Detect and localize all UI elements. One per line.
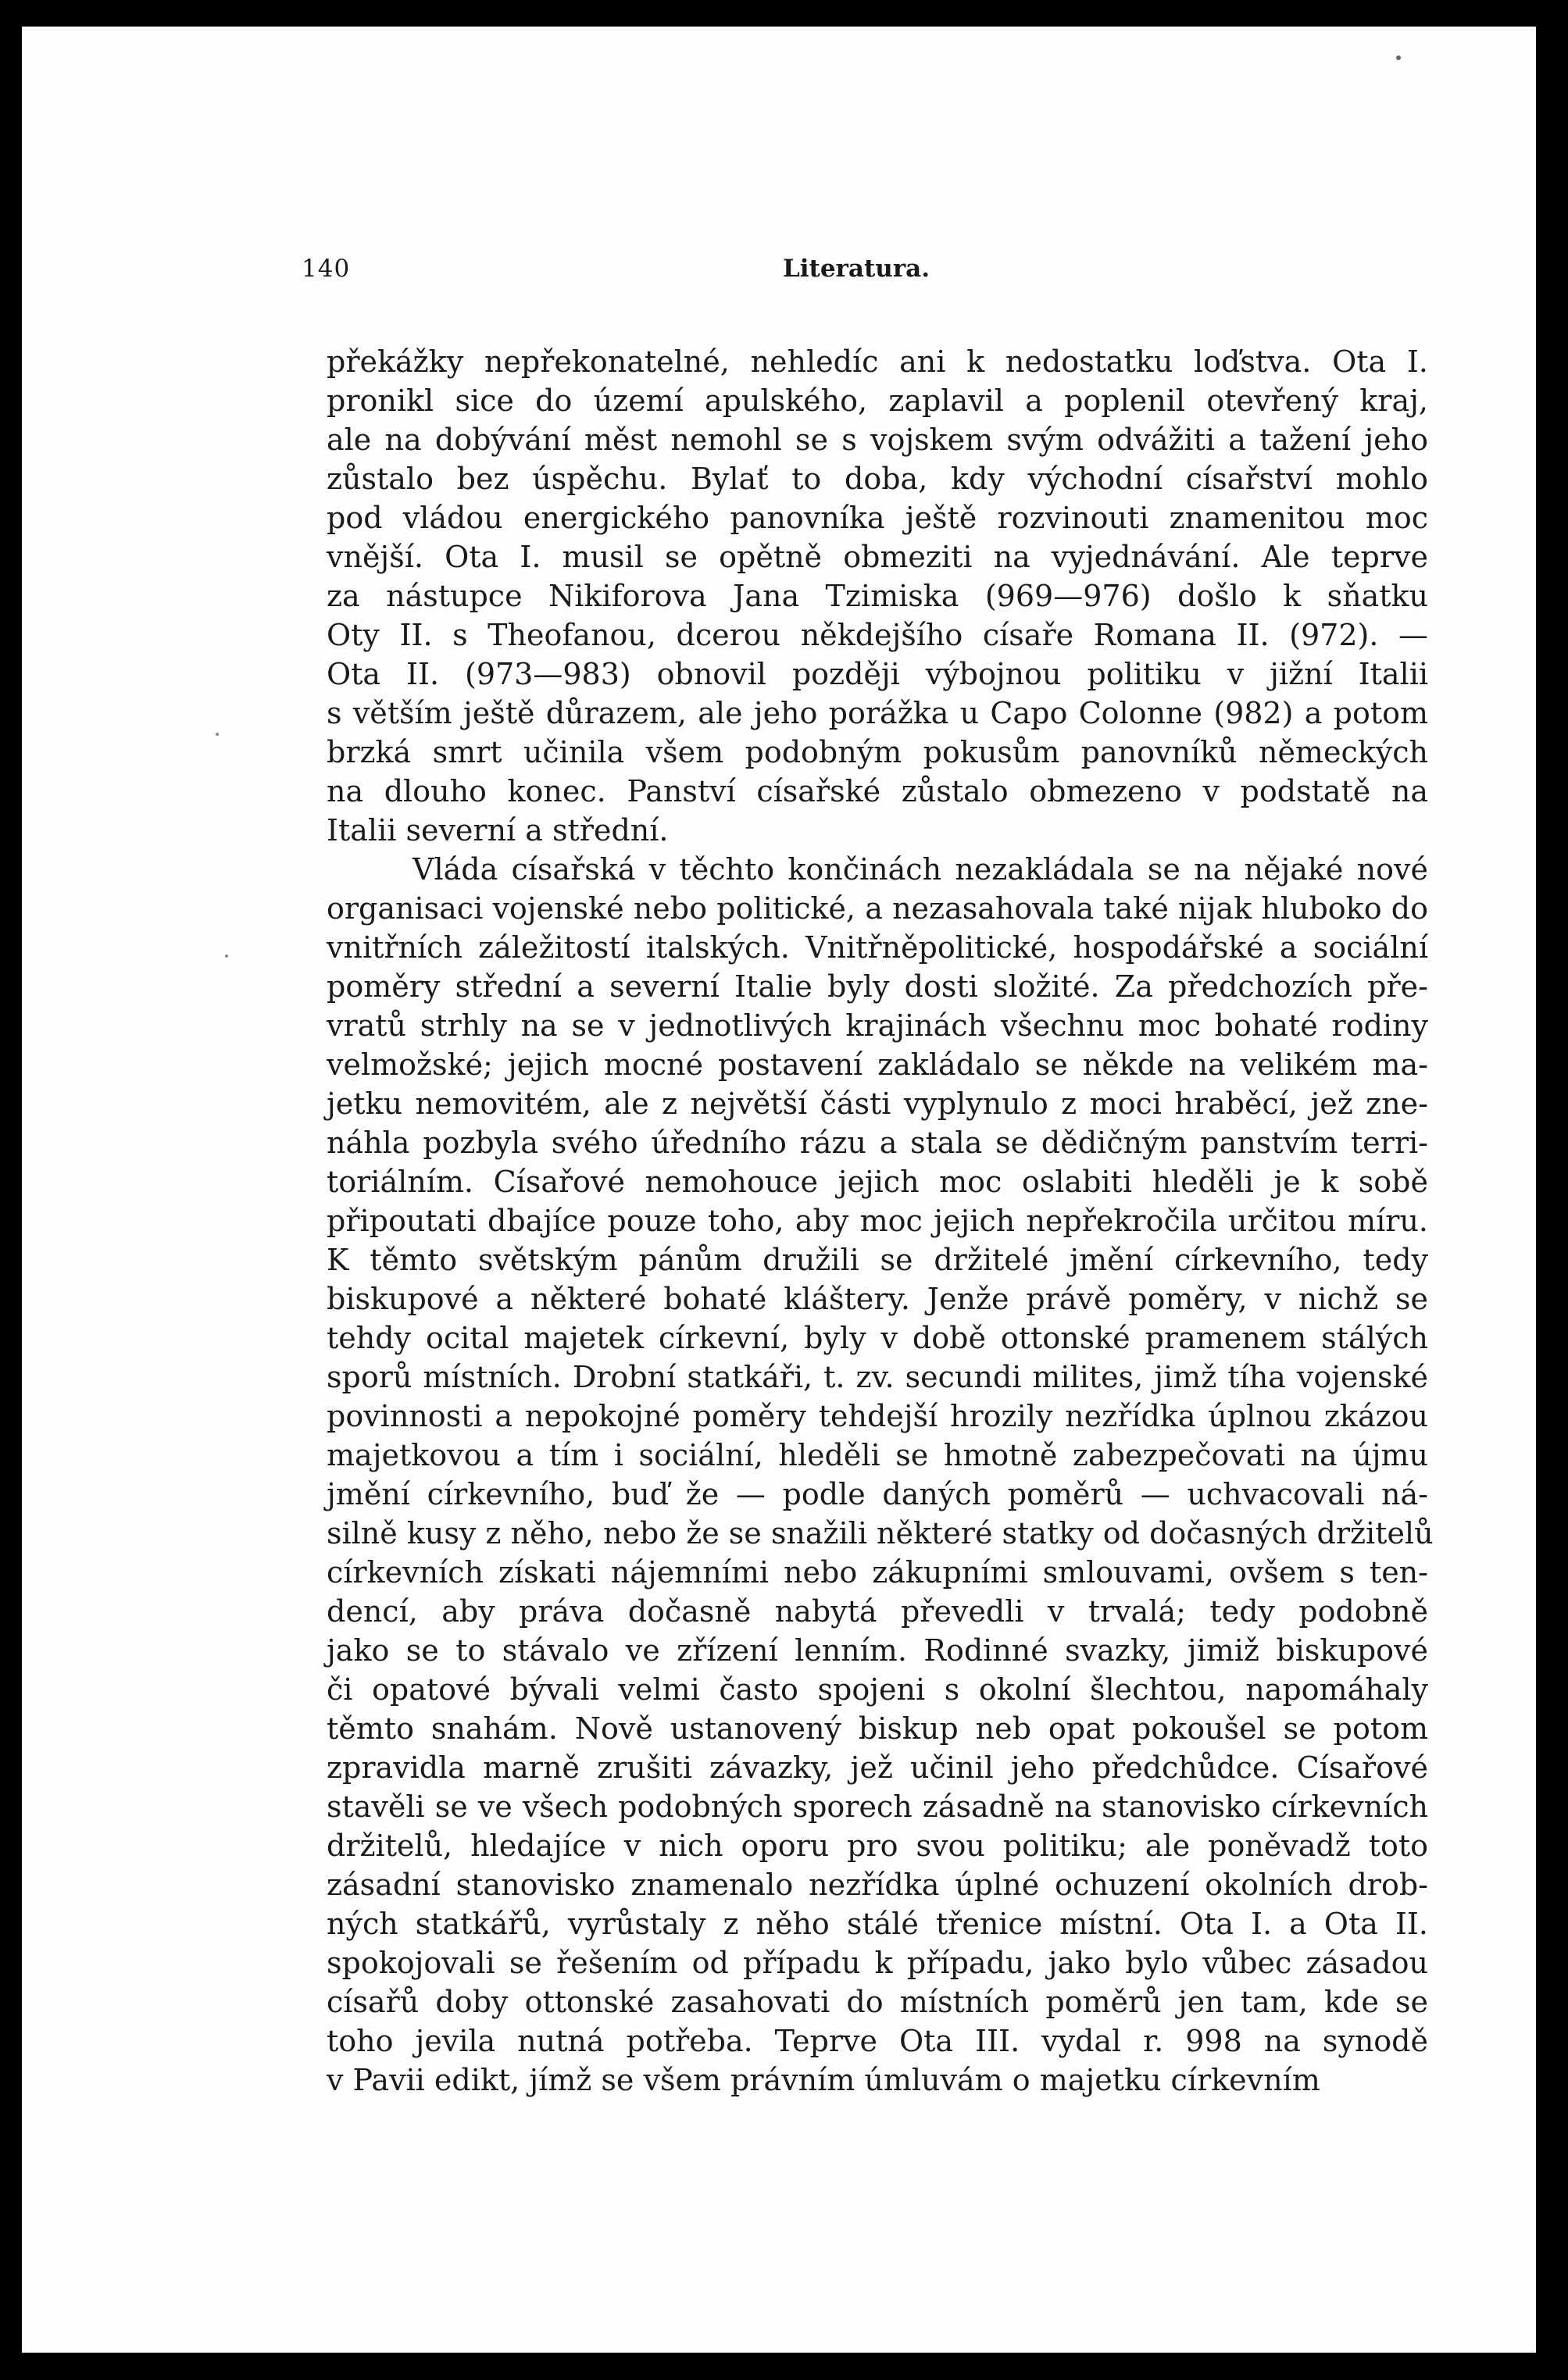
text-line: či opatové bývali velmi často spojeni s okolní šlechtou, napomáhaly <box>327 1672 1428 1707</box>
text-line: brzká smrt učinila všem podobným pokusům panovníků německých <box>327 735 1428 769</box>
paragraph <box>327 342 1428 850</box>
text-line: biskupové a některé bohaté kláštery. Jenže právě poměry, v nichž se <box>327 1282 1428 1316</box>
text-line: silně kusy z něho, nebo že se snažili některé statky od dočasných držitelů <box>327 1516 1434 1550</box>
text-line: císařů doby ottonské zasahovati do místních poměrů jen tam, kde se <box>327 1985 1428 2019</box>
text-line: stavěli se ve všech podobných sporech zásadně na stanovisko církevních <box>327 1789 1428 1824</box>
text-line: pronikl sice do území apulského, zaplavil a poplenil otevřený kraj, <box>327 384 1428 418</box>
text-line: toriálním. Císařové nemohouce jejich moc oslabiti hleděli je k sobě <box>327 1165 1428 1199</box>
text-line: poměry střední a severní Italie byly dosti složité. Za předchozích pře- <box>327 969 1428 1004</box>
page-number: 140 <box>302 255 351 283</box>
scan-speck <box>225 954 228 958</box>
text-line: velmožské; jejich mocné postavení zakládalo se někde na velikém ma- <box>327 1047 1428 1082</box>
text-line: za nástupce Nikiforova Jana Tzimiska (969—976) došlo k sňatku <box>327 579 1428 613</box>
text-line: zásadní stanovisko znamenalo nezřídka úplné ochuzení okolních drob- <box>327 1868 1428 1902</box>
text-line: jetku nemovitém, ale z největší části vyplynulo z moci hraběcí, jež zne- <box>327 1087 1428 1121</box>
text-line: Oty II. s Theofanou, dcerou někdejšího císaře Romana II. (972). — <box>327 618 1428 652</box>
text-line: těmto snahám. Nově ustanovený biskup neb opat pokoušel se potom <box>327 1711 1428 1746</box>
text-line: v Pavii edikt, jímž se všem právním úmluvám o majetku církevním <box>327 2063 1320 2097</box>
text-line: překážky nepřekonatelné, nehledíc ani k nedostatku loďstva. Ota I. <box>327 344 1428 379</box>
text-line: jmění církevního, buď že — podle daných poměrů — uchvacovali ná- <box>327 1477 1428 1511</box>
text-line: spokojovali se řešením od případu k případu, jako bylo vůbec zásadou <box>327 1946 1428 1980</box>
text-line: jako se to stávalo ve zřízení lenním. Rodinné svazky, jimiž biskupové <box>327 1633 1428 1668</box>
text-line: sporů místních. Drobní statkáři, t. zv. secundi milites, jimž tíha vojenské <box>327 1360 1428 1394</box>
text-line: dencí, aby práva dočasně nabytá převedli v trvalá; tedy podobně <box>327 1594 1428 1629</box>
text-line: vnější. Ota I. musil se opětně obmeziti na vyjednávání. Ale teprve <box>327 540 1428 574</box>
text-line: toho jevila nutná potřeba. Teprve Ota III. vydal r. 998 na synodě <box>327 2024 1428 2058</box>
text-line: ných statkářů, vyrůstaly z něho stálé třenice místní. Ota I. a Ota II. <box>327 1907 1428 1941</box>
text-line: církevních získati nájemními nebo zákupními smlouvami, ovšem s ten- <box>327 1555 1428 1590</box>
scan-speck <box>216 733 219 736</box>
text-line: vnitřních záležitostí italských. Vnitřněpolitické, hospodářské a sociální <box>327 930 1428 965</box>
text-line: pod vládou energického panovníka ještě rozvinouti znamenitou moc <box>327 501 1428 535</box>
text-line: tehdy ocital majetek církevní, byly v době ottonské pramenem stálých <box>327 1321 1428 1355</box>
text-line: s větším ještě důrazem, ale jeho porážka u Capo Colonne (982) a potom <box>327 696 1428 730</box>
text-line: připoutati dbajíce pouze toho, aby moc jejich nepřekročila určitou míru. <box>327 1204 1428 1238</box>
text-line: Italii severní a střední. <box>327 813 669 847</box>
scan-speck <box>1396 55 1401 60</box>
text-line: organisaci vojenské nebo politické, a nezasahovala také nijak hluboko do <box>327 891 1428 926</box>
paragraph <box>327 850 1434 2100</box>
text-line: majetkovou a tím i sociální, hleděli se hmotně zabezpečovati na újmu <box>327 1438 1428 1472</box>
text-line: náhla pozbyla svého úředního rázu a stala se dědičným panstvím terri- <box>327 1126 1428 1160</box>
text-line: zpravidla marně zrušiti závazky, jež učinil jeho předchůdce. Císařové <box>327 1750 1428 1785</box>
body-text <box>327 342 1434 2100</box>
text-line: ale na dobývání měst nemohl se s vojskem svým odvážiti a tažení jeho <box>327 423 1428 457</box>
running-head: Literatura. <box>782 255 930 283</box>
text-line: držitelů, hledajíce v nich oporu pro svou politiku; ale poněvadž toto <box>327 1829 1428 1863</box>
page-header <box>302 255 1411 302</box>
text-line: vratů strhly na se v jednotlivých krajinách všechnu moc bohaté rodiny <box>327 1008 1428 1043</box>
text-line: Ota II. (973—983) obnovil později výbojnou politiku v jižní Italii <box>327 657 1428 691</box>
text-line: Vláda císařská v těchto končinách nezakládala se na nějaké nové <box>413 852 1428 887</box>
text-line: na dlouho konec. Panství císařské zůstalo obmezeno v podstatě na <box>327 774 1428 808</box>
text-line: zůstalo bez úspěchu. Bylať to doba, kdy východní císařství mohlo <box>327 462 1428 496</box>
book-page <box>22 27 1536 2353</box>
text-line: povinnosti a nepokojné poměry tehdejší hrozily nezřídka úplnou zkázou <box>327 1399 1428 1433</box>
text-line: K těmto světským pánům družili se držitelé jmění církevního, tedy <box>327 1243 1428 1277</box>
